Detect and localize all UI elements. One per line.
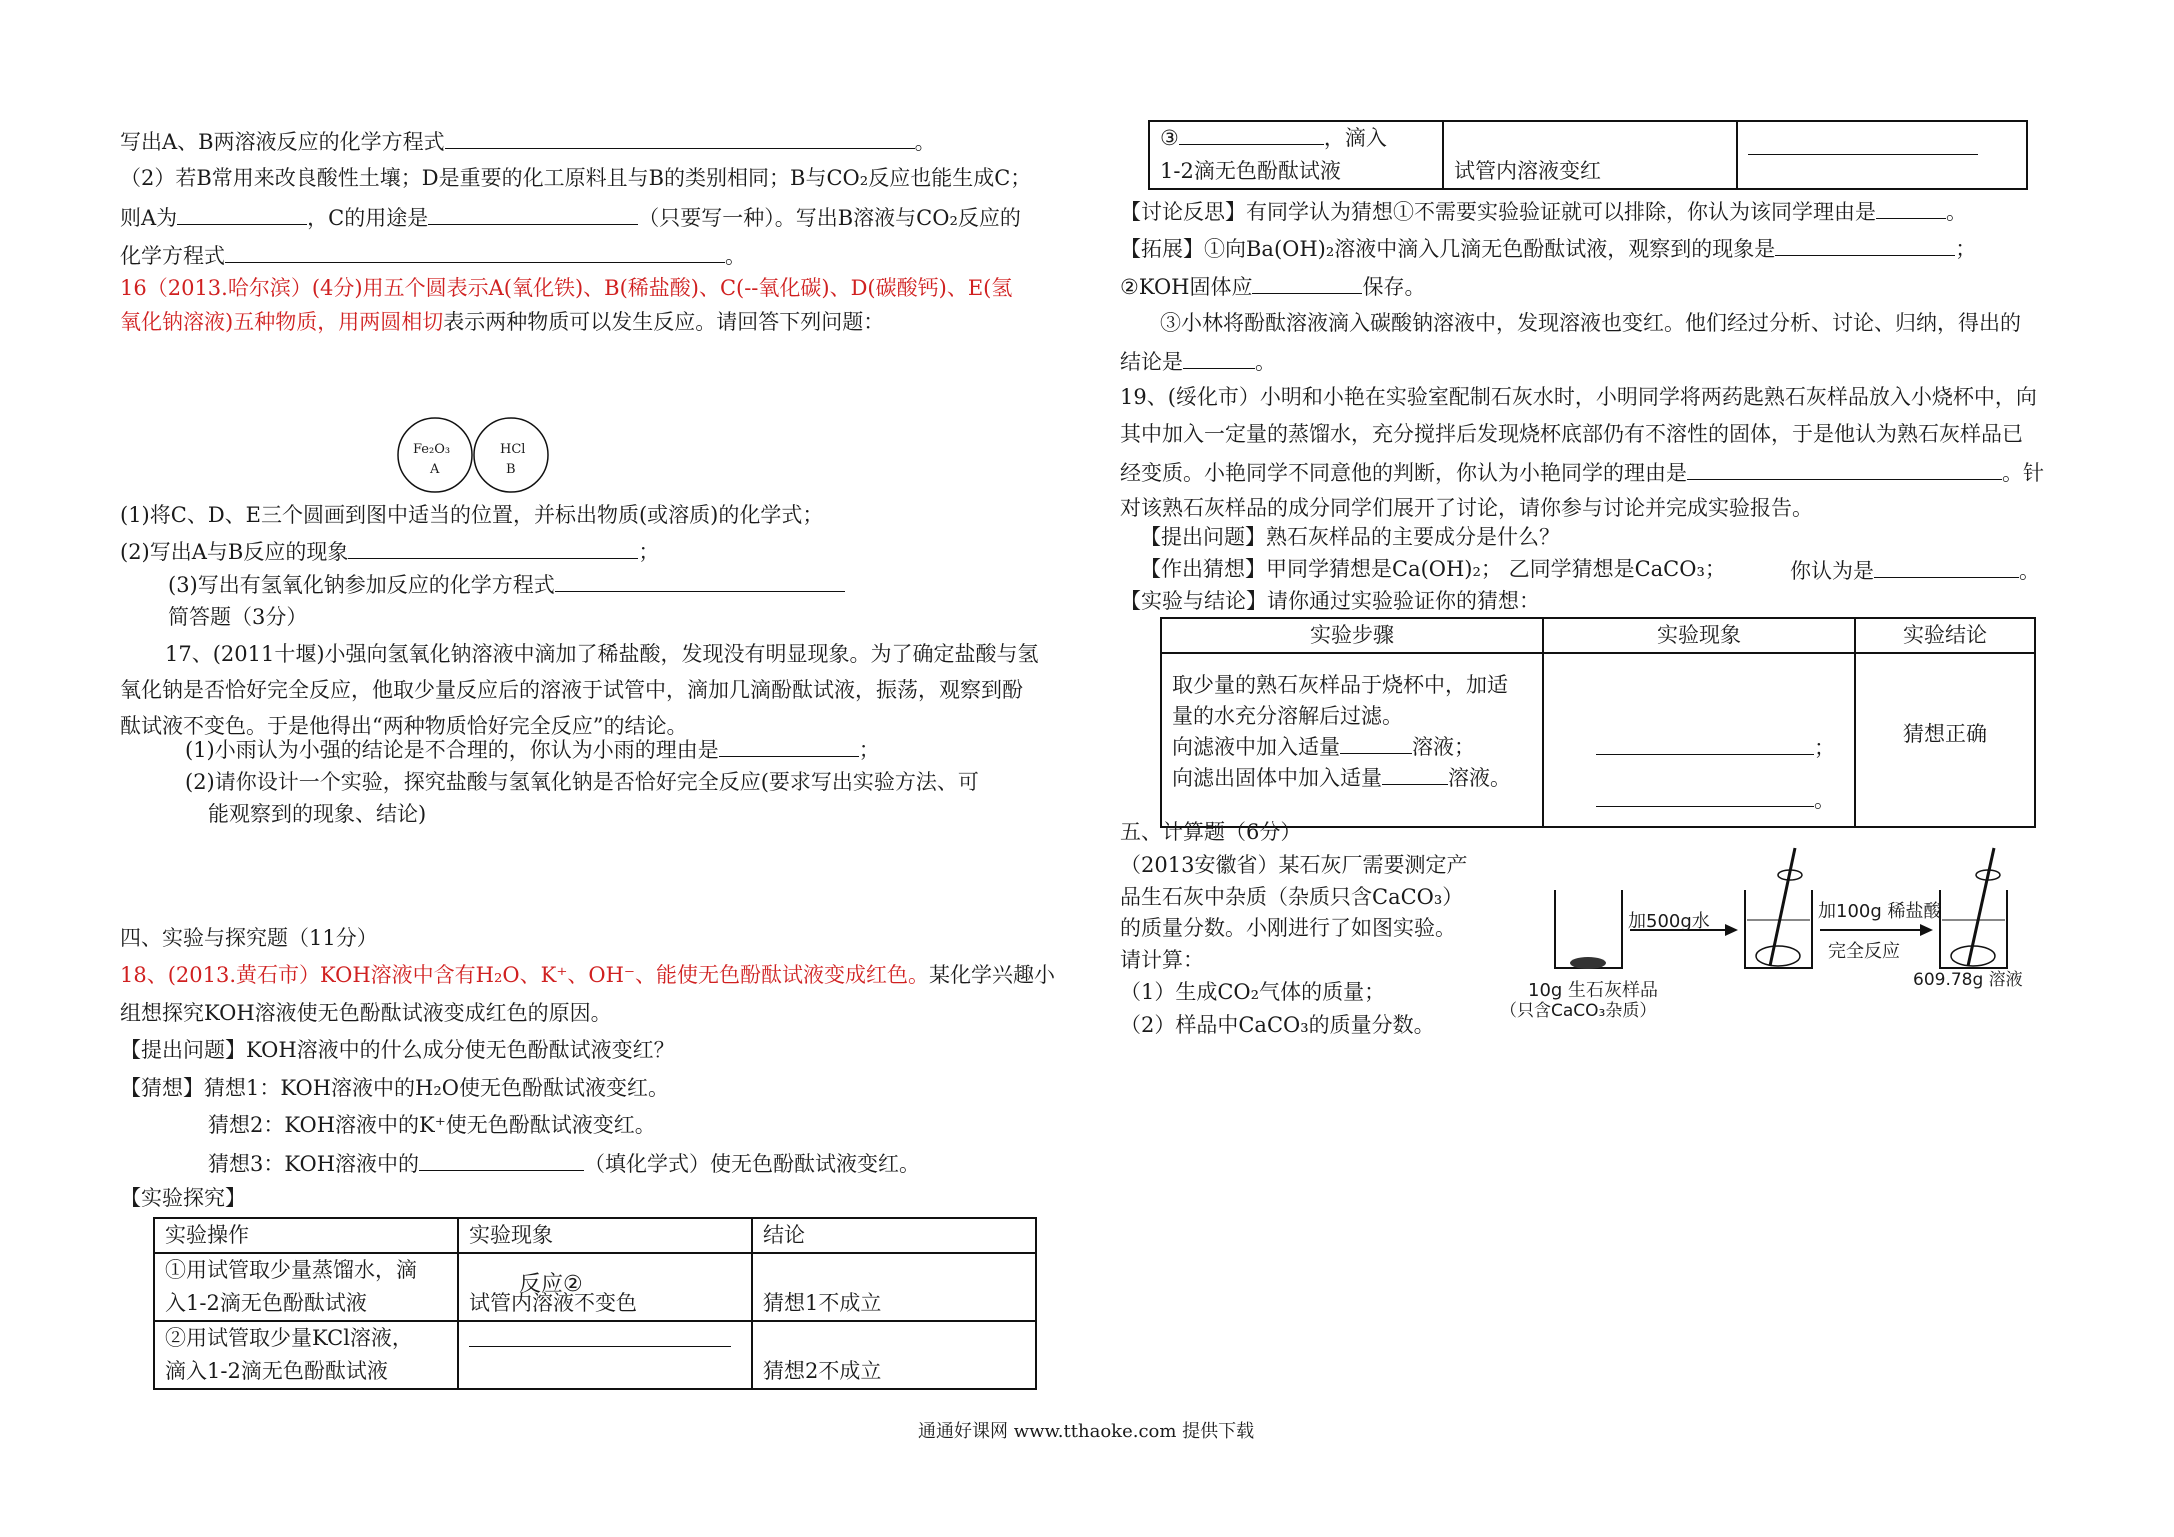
blank[interactable] xyxy=(1775,237,1955,256)
beaker-3 xyxy=(1940,890,2007,968)
q17-2b: 能观察到的现象、结论) xyxy=(208,802,427,826)
circle-b-label: B xyxy=(506,462,516,477)
q20-d: 请计算： xyxy=(1120,948,1204,972)
q19-your-guess: 你认为是 。 xyxy=(1790,559,2040,583)
blank[interactable] xyxy=(1183,350,1255,369)
table1-r3-phenomenon: 试管内溶液变红 xyxy=(1443,121,1737,189)
q16-3: (3)写出有氢氧化钠参加反应的化学方程式 xyxy=(168,573,845,596)
blank[interactable] xyxy=(1252,275,1362,294)
blank[interactable] xyxy=(1876,200,1946,219)
blank[interactable] xyxy=(177,206,307,225)
q18-a: 18、(2013.黄石市）KOH溶液中含有H₂O、K⁺、OH⁻、能使无色酚酞试液变成红色。某化学兴趣小 xyxy=(120,963,1056,987)
line-write-equation: 写出A、B两溶液反应的化学方程式 。 xyxy=(120,130,936,154)
extension-4: 结论是 。 xyxy=(1120,350,1276,374)
q19-guess: 【作出猜想】甲同学猜想是Ca(OH)₂； 乙同学猜想是CaCO₃； xyxy=(1140,557,1726,581)
q19-b: 其中加入一定量的蒸馏水，充分搅拌后发现烧杯底部仍有不溶性的固体，于是他认为熟石灰样品已 xyxy=(1120,422,2023,446)
blank[interactable] xyxy=(419,1152,584,1171)
blank[interactable] xyxy=(225,244,725,263)
blank[interactable] xyxy=(1874,559,2019,578)
q17-2a: (2)请你设计一个实验，探究盐酸与氢氧化钠是否恰好完全反应(要求写出实验方法、可 xyxy=(185,770,979,794)
q19-question: 【提出问题】熟石灰样品的主要成分是什么？ xyxy=(1140,525,1560,549)
q19-a: 19、(绥化市）小明和小艳在实验室配制石灰水时，小明同学将两药匙熟石灰样品放入小烧杯中，向 xyxy=(1120,385,2037,409)
short-answer-title: 简答题（3分） xyxy=(168,605,308,629)
circle-a-label: A xyxy=(430,462,440,477)
line-q2c: 化学方程式 。 xyxy=(120,244,746,268)
q18-question: 【提出问题】KOH溶液中的什么成分使无色酚酞试液变红？ xyxy=(120,1038,675,1062)
line-q2: （2）若B常用来改良酸性土壤；D是重要的化工原料且与B的类别相同；B与CO₂反应也能生成C； xyxy=(120,166,1032,190)
table1-header-op: 实验操作 xyxy=(154,1218,458,1253)
blank[interactable] xyxy=(719,738,859,757)
blank[interactable] xyxy=(1748,136,1978,155)
table1-r1-conclusion: 猜想1不成立 xyxy=(752,1253,1036,1321)
arrow-1-head xyxy=(1725,924,1738,936)
circle-a-formula: Fe₂O₃ xyxy=(413,442,451,457)
q18-explore: 【实验探究】 xyxy=(120,1186,246,1210)
blank[interactable] xyxy=(1687,461,2002,480)
table1-r1-op: ①用试管取少量蒸馏水，滴 入1-2滴无色酚酞试液 xyxy=(154,1253,458,1321)
q20-2: （2）样品中CaCO₃的质量分数。 xyxy=(1120,1013,1435,1037)
blank[interactable] xyxy=(1382,766,1448,785)
fig-complete-reaction: 完全反应 xyxy=(1828,941,1900,962)
q16-title-2: 氧化钠溶液)五种物质，用两圆相切表示两种物质可以发生反应。请回答下列问题： xyxy=(120,310,885,334)
fig-solution-mass: 609.78g 溶液 xyxy=(1913,970,2023,990)
extension-2: ②KOH固体应 保存。 xyxy=(1120,275,1426,299)
q18-b: 组想探究KOH溶液使无色酚酞试液变成红色的原因。 xyxy=(120,1001,612,1025)
blank[interactable] xyxy=(469,1328,731,1347)
table1-r2-op: ②用试管取少量KCl溶液， 滴入1-2滴无色酚酞试液 xyxy=(154,1321,458,1389)
q20-b: 品生石灰中杂质（杂质只含CaCO₃） xyxy=(1120,885,1464,909)
q19-c: 经变质。小艳同学不同意他的判断，你认为小艳同学的理由是 。针 xyxy=(1120,461,2044,485)
table2-header-conclusion: 实验结论 xyxy=(1855,618,2035,653)
q17-c: 酞试液不变色。于是他得出“两种物质恰好完全反应”的结论。 xyxy=(120,714,688,738)
extension-3: ③小林将酚酞溶液滴入碳酸钠溶液中，发现溶液也变红。他们经过分析、讨论、归纳，得出的 xyxy=(1160,311,2021,335)
discussion: 【讨论反思】有同学认为猜想①不需要实验验证就可以排除，你认为该同学理由是 。 xyxy=(1120,200,1967,224)
blank[interactable] xyxy=(555,573,845,592)
sample-solid xyxy=(1570,957,1606,969)
fig-sample-label: 10g 生石灰样品 xyxy=(1528,980,1659,1001)
circle-b-formula: HCl xyxy=(500,442,526,457)
blank[interactable] xyxy=(348,540,638,559)
q17-1: (1)小雨认为小强的结论是不合理的，你认为小雨的理由是 ； xyxy=(185,738,880,762)
beaker-1 xyxy=(1555,890,1622,968)
table1-r1-phenomenon: 反应② 试管内溶液不变色 xyxy=(458,1253,752,1321)
q20-c: 的质量分数。小刚进行了如图实验。 xyxy=(1120,916,1456,940)
blank[interactable] xyxy=(428,206,638,225)
glass-rod-2 xyxy=(1968,848,1994,966)
solid-2 xyxy=(1756,946,1800,966)
arrow-2-head xyxy=(1920,924,1933,936)
experiment-table-1-continued xyxy=(1148,120,2028,190)
experiment-table-2 xyxy=(1160,617,2036,828)
extension-1: 【拓展】①向Ba(OH)₂溶液中滴入几滴无色酚酞试液，观察到的现象是 ； xyxy=(1120,237,1977,261)
q16-2: (2)写出A与B反应的现象 ； xyxy=(120,540,660,564)
q20-1: （1）生成CO₂气体的质量； xyxy=(1120,980,1386,1004)
table1-r2-conclusion: 猜想2不成立 xyxy=(752,1321,1036,1389)
table2-header-steps: 实验步骤 xyxy=(1161,618,1543,653)
footer-source: 通通好课网 www.tthaoke.com 提供下载 xyxy=(918,1421,1255,1442)
table2-steps: 取少量的熟石灰样品于烧杯中，加适 量的水充分溶解后过滤。 向滤液中加入适量 溶液； 向滤出固体中加入适量 溶液。 xyxy=(1161,653,1543,827)
blank[interactable] xyxy=(1596,736,1814,755)
blank[interactable] xyxy=(445,130,915,149)
section-4-title: 四、实验与探究题（11分） xyxy=(120,926,378,950)
beaker-experiment-figure xyxy=(1540,840,2040,980)
experiment-table-1 xyxy=(153,1217,1037,1390)
q17-a: 17、(2011十堰)小强向氢氧化钠溶液中滴加了稀盐酸，发现没有明显现象。为了确定盐酸与氢 xyxy=(165,642,1039,666)
q18-guess-2: 猜想2：KOH溶液中的K⁺使无色酚酞试液变红。 xyxy=(208,1113,656,1137)
fig-add-water: 加500g水 xyxy=(1628,911,1710,932)
table1-r3-conclusion[interactable] xyxy=(1737,121,2027,189)
table2-phenomenon[interactable]: ； 。 xyxy=(1543,653,1855,827)
q17-b: 氧化钠是否恰好完全反应，他取少量反应后的溶液于试管中，滴加几滴酚酞试液，振荡，观察到酚 xyxy=(120,678,1023,702)
q19-d: 对该熟石灰样品的成分同学们展开了讨论，请你参与讨论并完成实验报告。 xyxy=(1120,496,1813,520)
fig-add-acid: 加100g 稀盐酸 xyxy=(1818,901,1942,922)
blank[interactable] xyxy=(1596,788,1814,807)
table2-conclusion: 猜想正确 xyxy=(1855,653,2035,827)
section-5-title: 五、计算题（6分） xyxy=(1120,820,1302,844)
q18-guess-3: 猜想3：KOH溶液中的 （填化学式）使无色酚酞试液变红。 xyxy=(208,1152,921,1176)
q18-guess-1: 【猜想】猜想1：KOH溶液中的H₂O使无色酚酞试液变红。 xyxy=(120,1076,669,1100)
table1-header-phenomenon: 实验现象 xyxy=(458,1218,752,1253)
q16-1: (1)将C、D、E三个圆画到图中适当的位置，并标出物质(或溶质)的化学式； xyxy=(120,503,824,527)
table1-r2-phenomenon[interactable] xyxy=(458,1321,752,1389)
blank[interactable] xyxy=(1340,735,1412,754)
q20-a: （2013安徽省）某石灰厂需要测定产 xyxy=(1120,853,1468,877)
table2-header-phenomenon: 实验现象 xyxy=(1543,618,1855,653)
table1-header-conclusion: 结论 xyxy=(752,1218,1036,1253)
table1-r3-op: ③ ，滴入 1-2滴无色酚酞试液 xyxy=(1149,121,1443,189)
line-q2b: 则A为 ，C的用途是 （只要写一种）。写出B溶液与CO₂反应的 xyxy=(120,206,1021,230)
blank[interactable] xyxy=(1179,126,1324,145)
q16-title: 16（2013.哈尔滨）(4分)用五个圆表示A(氧化铁)、B(稀盐酸)、C(--氧化碳)、D(碳酸钙)、E(氢 xyxy=(120,276,1013,300)
q19-experiment: 【实验与结论】请你通过实验验证你的猜想： xyxy=(1120,589,1540,613)
fig-sample-note: （只含CaCO₃杂质） xyxy=(1500,1001,1657,1021)
